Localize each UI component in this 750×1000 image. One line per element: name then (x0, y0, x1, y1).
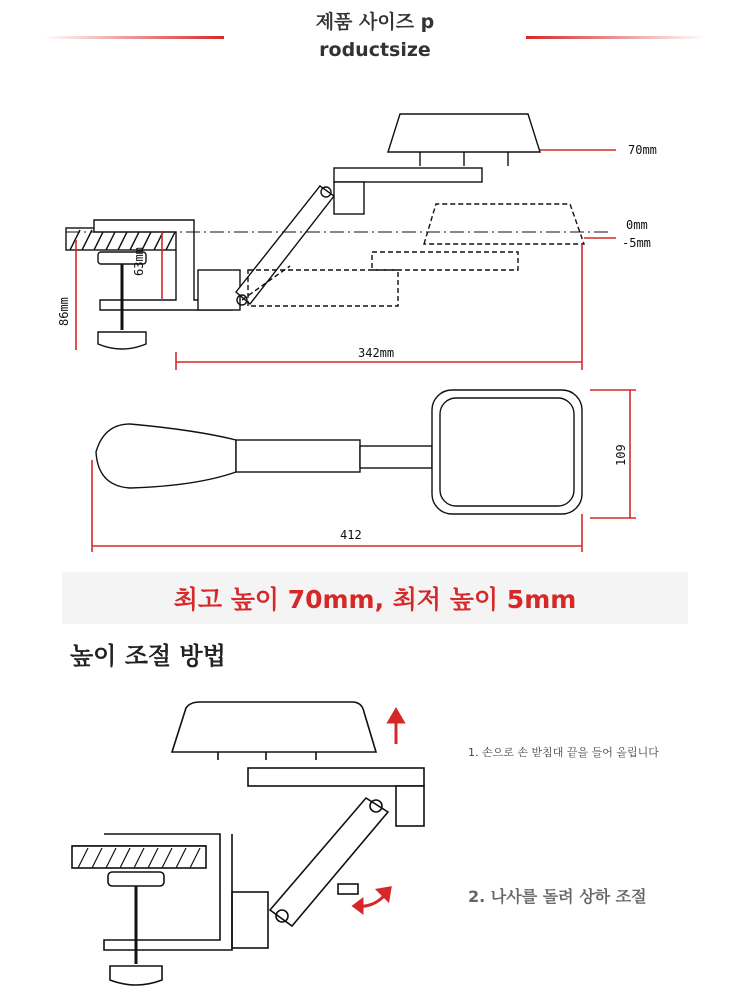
adjust-upper-block (248, 768, 424, 786)
dim-label-86mm: 86mm (57, 297, 71, 326)
dim-label-109: 109 (614, 444, 628, 466)
arm-link (236, 186, 334, 304)
pad-top-position (388, 114, 540, 152)
top-view-clamp (96, 424, 236, 488)
dim-label-70mm: 70mm (628, 143, 657, 157)
adjust-step-1: 1. 손으로 손 받침대 끝을 들어 올립니다 (468, 746, 659, 759)
top-view-pad (432, 390, 582, 514)
title-line-2: roductsize (319, 39, 431, 61)
dim-label-minus5mm: -5mm (622, 236, 651, 250)
dim-label-0mm: 0mm (626, 218, 648, 232)
dim-label-342mm: 342mm (358, 346, 395, 360)
clamp-screw-knob-bottom (98, 332, 146, 349)
arm-base (198, 270, 240, 310)
top-view-arm (236, 440, 360, 472)
arm-upper-block (334, 168, 482, 182)
adjust-illustration (72, 702, 424, 985)
dim-label-412: 412 (340, 528, 362, 542)
height-banner-text: 최고 높이 70mm, 최저 높이 5mm (173, 585, 577, 614)
title-line-1: 제품 사이즈 p (315, 11, 435, 33)
dim-label-63mm: 63mm (132, 247, 146, 276)
adjust-pad (172, 702, 376, 752)
adjust-link (270, 798, 388, 926)
adjust-section-title: 높이 조절 방법 (70, 642, 226, 670)
top-view-drawing (96, 390, 582, 514)
adjust-step-2: 2. 나사를 돌려 상하 조절 (468, 887, 647, 906)
side-view-drawing (66, 114, 612, 349)
